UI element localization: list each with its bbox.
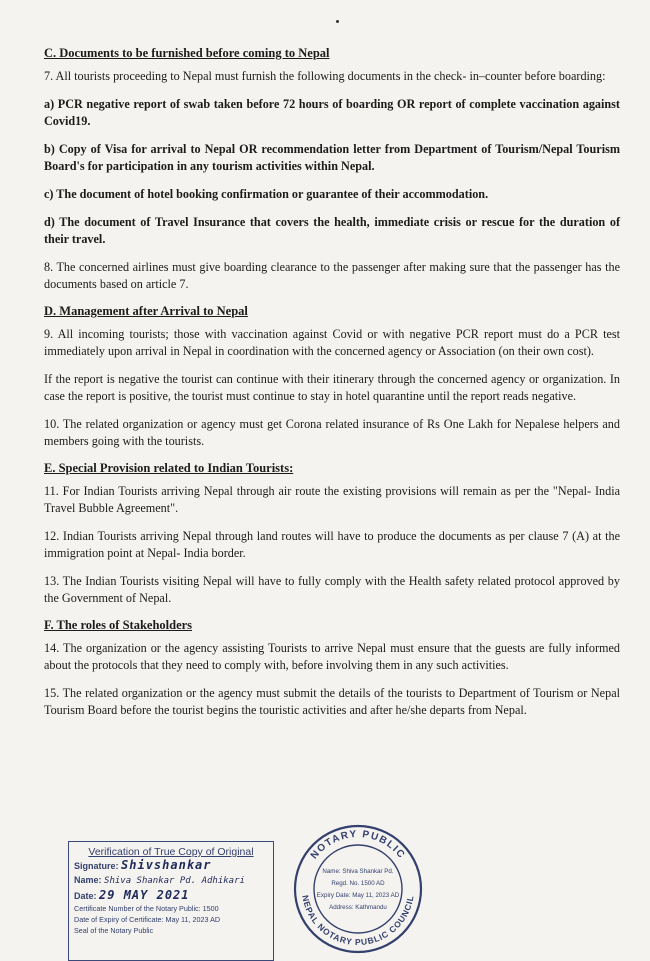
- paragraph-11: 11. For Indian Tourists arriving Nepal through air route the existing provisions will remain as per the "Nepal- India Travel Bubble Agreement".: [44, 484, 620, 515]
- svg-text:NEPAL NOTARY PUBLIC COUNCIL: [300, 894, 415, 947]
- seal-inner-line: Expiry Date: May 11, 2023 AD: [316, 892, 400, 899]
- paragraph-7: 7. All tourists proceeding to Nepal must furnish the following documents in the check- in–counter before boarding:: [44, 69, 606, 83]
- certificate-number: Certificate Number of the Notary Public: 1500: [74, 904, 219, 913]
- verification-title: Verification of True Copy of Original: [88, 846, 254, 858]
- notary-seal-icon: [292, 823, 424, 955]
- name-label: Name:: [74, 875, 102, 885]
- section-d-heading: D. Management after Arrival to Nepal: [44, 304, 248, 318]
- section-f-heading: F. The roles of Stakeholders: [44, 618, 193, 632]
- seal-inner-line: Address: Kathmandu: [329, 904, 387, 911]
- paragraph-9: 9. All incoming tourists; those with vaccination against Covid or with negative PCR report must do a PCR test immediately upon arrival in Nepal in coordination with the concerned agency or Association (on their own cost).: [44, 327, 620, 358]
- paragraph-15: 15. The related organization or the agency must submit the details of the tourists to Department of Tourism or Nepal Tourism Board before the tourist begins the touristic activities and after he/she departs from Nepal.: [44, 686, 620, 717]
- document-body: [44, 46, 620, 730]
- paragraph-7c: c) The document of hotel booking confirmation or guarantee of their accommodation.: [44, 187, 489, 201]
- date-label: Date:: [74, 891, 97, 901]
- signature-value: Shivshankar: [121, 858, 212, 872]
- seal-inner-line: Regd. No. 1500 AD: [331, 880, 385, 887]
- seal-top-text: NOTARY PUBLIC: [308, 828, 408, 862]
- paragraph-12: 12. Indian Tourists arriving Nepal through land routes will have to produce the documents as per clause 7 (A) at the immigration point at Nepal- India border.: [44, 529, 620, 560]
- paragraph-14: 14. The organization or the agency assisting Tourists to arrive Nepal must ensure that the guests are fully informed about the protocols that they need to comply with, before involving them in any such activities.: [44, 641, 620, 672]
- seal-inner-line: Name: Shiva Shankar Pd.: [322, 868, 394, 875]
- verification-stamp: [68, 841, 274, 961]
- certificate-expiry: Date of Expiry of Certificate: May 11, 2023 AD: [74, 915, 221, 924]
- signature-row: [69, 858, 273, 873]
- paragraph-13: 13. The Indian Tourists visiting Nepal will have to fully comply with the Health safety related protocol approved by the Government of Nepal.: [44, 574, 620, 605]
- section-c-heading: C. Documents to be furnished before coming to Nepal: [44, 46, 330, 60]
- paragraph-8: 8. The concerned airlines must give boarding clearance to the passenger after making sure that the passenger has the documents based on article 7.: [44, 260, 620, 291]
- name-row: [69, 873, 273, 888]
- section-e-heading: E. Special Provision related to Indian Tourists:: [44, 461, 294, 475]
- paragraph-7a: a) PCR negative report of swab taken before 72 hours of boarding OR report of complete vaccination against Covid19.: [44, 97, 620, 128]
- paragraph-7d: d) The document of Travel Insurance that covers the health, immediate crisis or rescue for the duration of their travel.: [44, 215, 620, 246]
- seal-bottom-text: NEPAL NOTARY PUBLIC COUNCIL: [300, 894, 416, 948]
- date-row: [69, 888, 273, 903]
- name-value: Shiva Shankar Pd. Adhikari: [104, 876, 245, 886]
- paragraph-10: 10. The related organization or agency must get Corona related insurance of Rs One Lakh for Nepalese helpers and members going with the tourists.: [44, 417, 620, 448]
- signature-label: Signature:: [74, 861, 119, 871]
- date-value: 29 MAY 2021: [99, 888, 190, 902]
- notary-seal-line: Seal of the Notary Public: [74, 926, 154, 935]
- paragraph-9b: If the report is negative the tourist can continue with their itinerary through the concerned agency or organization. In case the report is positive, the tourist must continue to stay in hotel quarantine until the report reads negative.: [44, 372, 620, 403]
- paragraph-7b: b) Copy of Visa for arrival to Nepal OR recommendation letter from Department of Tourism/Nepal Tourism Board's for participation in any tourism activities within Nepal.: [44, 142, 620, 173]
- scan-speck: [336, 20, 339, 23]
